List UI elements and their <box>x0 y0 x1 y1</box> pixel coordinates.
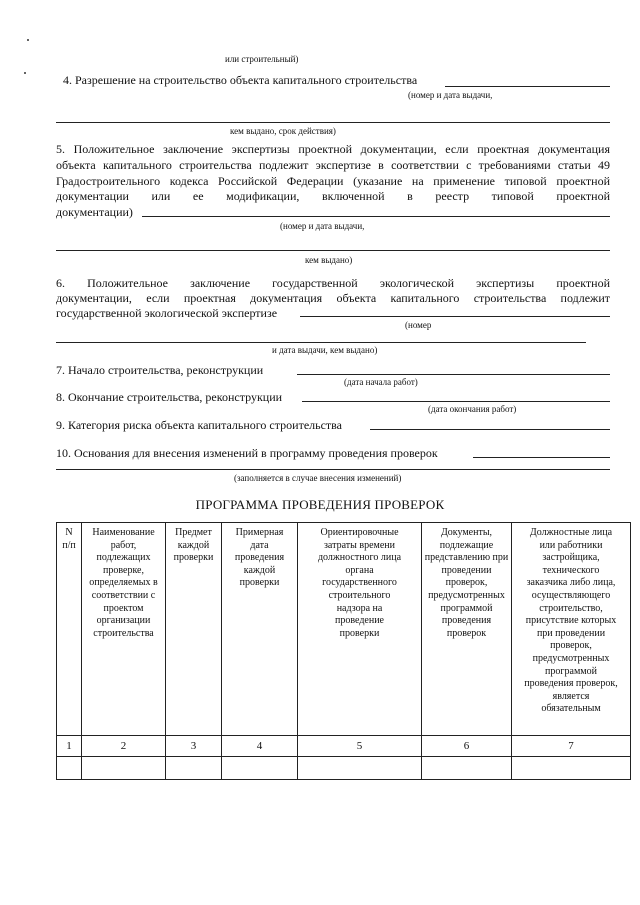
section-6-line-1: 6. Положительное заключение государственной экологической экспертизы проектной <box>56 276 610 290</box>
column-number: 5 <box>298 736 422 757</box>
section-5-field-line[interactable] <box>142 216 610 217</box>
header-text-line: проведение <box>335 615 384 627</box>
section-5-line-3: Градостроительного кодекса Российской Федерации (указание на применение типовой проектной <box>56 174 610 188</box>
header-text-line: проведении <box>441 564 492 576</box>
header-text-line: подлежащих <box>96 552 151 564</box>
section-5-line-2: объекта капитального строительства подлежит экспертизе в соответствии с требованиями статьи 49 <box>56 158 610 172</box>
header-text-line: предусмотренных <box>532 652 610 664</box>
section-5-line-1: 5. Положительное заключение экспертизы проектной документации, если проектная документация <box>56 142 610 156</box>
header-text-line: осуществляющего <box>531 589 611 601</box>
header-text-line: затраты времени <box>323 539 396 551</box>
header-documents-cell <box>422 523 512 736</box>
table-column-number-row <box>57 736 631 757</box>
header-text-line: застройщика, <box>542 552 600 564</box>
header-text-line: заказчика либо лица, <box>526 577 616 589</box>
header-date-cell <box>222 523 298 736</box>
header-text-line: Документы, <box>440 527 493 538</box>
table-cell[interactable] <box>57 757 82 780</box>
header-text-line: N <box>65 527 73 538</box>
header-text-line: работ, <box>110 539 137 551</box>
header-text-line: Предмет <box>175 527 212 538</box>
header-text-line: проверки <box>173 552 214 564</box>
header-text-line: проверок, <box>445 577 488 589</box>
table-cell[interactable] <box>82 757 166 780</box>
section-7-label: 7. Начало строительства, реконструкции <box>56 363 264 377</box>
header-text-line: Наименование <box>92 527 155 538</box>
table-cell[interactable] <box>298 757 422 780</box>
header-text-line: каждой <box>177 539 210 551</box>
header-text-line: проведения <box>234 552 285 564</box>
section-6-hint-date-issuer: и дата выдачи, кем выдано) <box>272 345 378 355</box>
header-text-line: соответствии с <box>91 589 156 601</box>
header-number-cell <box>57 523 82 736</box>
header-text-line: проверки <box>239 577 280 589</box>
column-number: 1 <box>57 736 82 757</box>
column-number: 4 <box>222 736 298 757</box>
header-text-line: проверки <box>339 627 380 639</box>
section-4-field-line-2[interactable] <box>56 122 610 123</box>
header-text-line: проверке, <box>102 564 144 576</box>
header-text-line: технического <box>542 564 600 576</box>
header-text-line: программой <box>440 602 493 614</box>
section-10-label: 10. Основания для внесения изменений в программу проведения проверок <box>56 446 438 460</box>
section-6-line-2: документации, если проектная документация объекта капитального строительства подлежит <box>56 291 610 305</box>
header-text-line: предусмотренных <box>428 589 505 601</box>
header-text-line: представлению при <box>424 552 509 564</box>
section-8-hint: (дата окончания работ) <box>428 404 517 414</box>
scan-speck <box>27 39 29 41</box>
header-text-line: организации <box>96 615 151 627</box>
header-text-line: строительство, <box>539 602 603 614</box>
program-title: ПРОГРАММА ПРОВЕДЕНИЯ ПРОВЕРОК <box>195 497 445 512</box>
column-number: 3 <box>166 736 222 757</box>
scan-speck <box>24 72 26 74</box>
section-5-line-4: документации или ее модификации, включенной в реестр типовой проектной <box>56 189 610 203</box>
header-text-line: строительства <box>93 627 154 639</box>
header-text-line: определяемых в <box>89 577 158 589</box>
column-number: 7 <box>512 736 631 757</box>
header-text-line: или работники <box>539 539 603 551</box>
header-text-line: обязательным <box>541 703 601 715</box>
column-number: 6 <box>422 736 512 757</box>
header-text-line: каждой <box>243 564 276 576</box>
header-works-cell <box>82 523 166 736</box>
section-6-field-line[interactable] <box>300 316 610 317</box>
section-6-hint-number: (номер <box>405 320 432 330</box>
header-text-line: государственного <box>322 577 397 589</box>
section-10-hint: (заполняется в случае внесения изменений) <box>234 473 402 483</box>
header-continuation: или строительный) <box>225 54 299 64</box>
header-text-line: должностного лица <box>317 552 402 564</box>
section-6-line-3: государственной экологической экспертизе <box>56 306 278 320</box>
section-10-field-line-2[interactable] <box>56 469 610 470</box>
column-number: 2 <box>82 736 166 757</box>
section-9-field-line[interactable] <box>370 429 610 430</box>
header-text-line: надзора на <box>336 602 383 614</box>
header-text-line: программой <box>545 665 597 677</box>
section-8-field-line[interactable] <box>302 401 610 402</box>
header-subject-cell <box>166 523 222 736</box>
table-cell[interactable] <box>222 757 298 780</box>
table-cell[interactable] <box>422 757 512 780</box>
section-4-hint-issuer: кем выдано, срок действия) <box>230 126 336 136</box>
header-text-line: проверок, <box>550 640 592 652</box>
header-officials-cell <box>512 523 631 736</box>
header-text-line: дата <box>250 539 269 551</box>
section-4-label: 4. Разрешение на строительство объекта капитального строительства <box>63 73 418 87</box>
header-text-line: Должностные лица <box>529 527 613 538</box>
header-text-line: подлежащие <box>439 539 494 551</box>
table-cell[interactable] <box>166 757 222 780</box>
table-cell[interactable] <box>512 757 631 780</box>
table-header-row <box>57 523 631 736</box>
section-5-line-5: документации) <box>56 205 133 219</box>
section-4-field-line[interactable] <box>445 86 610 87</box>
section-8-label: 8. Окончание строительства, реконструкции <box>56 390 283 404</box>
header-text-line: проведения <box>441 615 492 627</box>
header-text-line: является <box>552 690 590 702</box>
header-text-line: проектом <box>103 602 144 614</box>
header-text-line: Ориентировочные <box>320 527 399 538</box>
header-text-line: присутствие которых <box>525 615 617 627</box>
header-text-line: п/п <box>62 539 76 551</box>
header-time-cost-cell <box>298 523 422 736</box>
section-6-field-line-2[interactable] <box>56 342 586 343</box>
section-7-field-line[interactable] <box>297 374 610 375</box>
section-5-field-line-2[interactable] <box>56 250 610 251</box>
section-10-field-line[interactable] <box>473 457 610 458</box>
table-row <box>57 757 631 780</box>
section-5-hint-issuer: кем выдано) <box>305 255 353 265</box>
header-text-line: Примерная <box>235 527 284 538</box>
header-text-line: проведения проверок, <box>524 678 618 690</box>
section-9-label: 9. Категория риска объекта капитального строительства <box>56 418 343 432</box>
program-table <box>56 522 631 780</box>
section-7-hint: (дата начала работ) <box>344 377 418 387</box>
section-5-hint-number-date: (номер и дата выдачи, <box>280 221 365 231</box>
header-text-line: проверок <box>446 627 487 639</box>
header-text-line: при проведении <box>536 627 606 639</box>
section-4-hint-number-date: (номер и дата выдачи, <box>408 90 493 100</box>
header-text-line: органа <box>345 564 374 576</box>
header-text-line: строительного <box>328 589 391 601</box>
